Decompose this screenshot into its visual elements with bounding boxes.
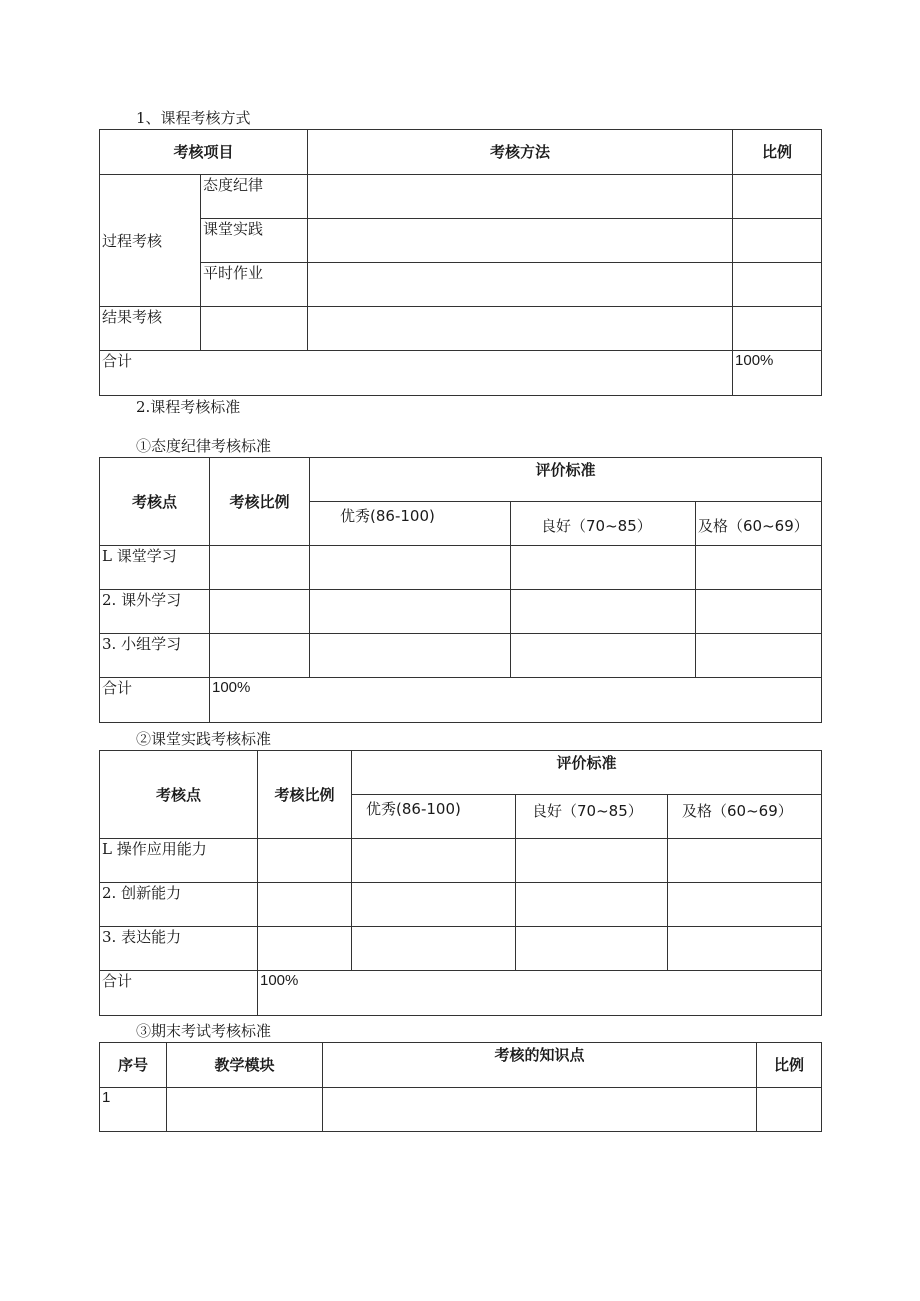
result-item-cell (201, 307, 308, 351)
final-exam-table (99, 1042, 822, 1132)
ratio-cell (733, 175, 822, 219)
assessment-point-row: 3. 表达能力 (100, 927, 258, 971)
grade-cell (516, 883, 668, 927)
ratio-cell (210, 634, 310, 678)
header-assessment-method: 考核方法 (308, 130, 733, 175)
header-knowledge-points: 考核的知识点 (323, 1043, 757, 1088)
ratio-cell (210, 546, 310, 590)
knowledge-point-cell (323, 1088, 757, 1132)
method-cell (308, 219, 733, 263)
result-assessment-label: 结果考核 (100, 307, 201, 351)
total-value: 100% (210, 678, 822, 723)
grade-pass: 及格（60~69） (668, 795, 822, 839)
grade-good: 良好（70~85） (511, 502, 696, 546)
process-item-attitude: 态度纪律 (201, 175, 308, 219)
grade-cell (516, 927, 668, 971)
header-teaching-module: 教学模块 (167, 1043, 323, 1088)
grade-cell (668, 839, 822, 883)
grade-pass: 及格（60~69） (696, 502, 822, 546)
assessment-point-row: L 课堂学习 (100, 546, 210, 590)
grade-cell (352, 839, 516, 883)
section2-heading: 2.课程考核标准 (136, 398, 241, 416)
ratio-cell (733, 307, 822, 351)
ratio-cell (258, 927, 352, 971)
total-value: 100% (733, 351, 822, 396)
total-value: 100% (258, 971, 822, 1016)
assessment-point-row: 2. 创新能力 (100, 883, 258, 927)
grade-cell (696, 546, 822, 590)
header-assessment-ratio: 考核比例 (258, 751, 352, 839)
grade-cell (516, 839, 668, 883)
header-ratio: 比例 (757, 1043, 822, 1088)
header-ratio: 比例 (733, 130, 822, 175)
header-assessment-item: 考核项目 (100, 130, 308, 175)
header-serial-number: 序号 (100, 1043, 167, 1088)
practice-table-heading: ②课堂实践考核标准 (136, 730, 272, 748)
section1-heading: 1、课程考核方式 (136, 109, 251, 127)
grade-cell (352, 927, 516, 971)
ratio-cell (210, 590, 310, 634)
method-cell (308, 307, 733, 351)
grade-cell (310, 590, 511, 634)
grade-good: 良好（70~85） (516, 795, 668, 839)
grade-cell (352, 883, 516, 927)
total-label: 合计 (100, 971, 258, 1016)
grade-cell (696, 590, 822, 634)
process-item-practice: 课堂实践 (201, 219, 308, 263)
method-cell (308, 263, 733, 307)
serial-number-cell: 1 (100, 1088, 167, 1132)
header-evaluation-standard: 评价标准 (352, 751, 822, 795)
ratio-cell (757, 1088, 822, 1132)
header-assessment-point: 考核点 (100, 751, 258, 839)
grade-cell (668, 883, 822, 927)
attitude-table-heading: ①态度纪律考核标准 (136, 437, 272, 455)
assessment-point-row: L 操作应用能力 (100, 839, 258, 883)
ratio-cell (258, 883, 352, 927)
header-evaluation-standard: 评价标准 (310, 458, 822, 502)
practice-standard-table (99, 750, 822, 1016)
grade-cell (511, 546, 696, 590)
header-assessment-ratio: 考核比例 (210, 458, 310, 546)
assessment-point-row: 3. 小组学习 (100, 634, 210, 678)
attitude-standard-table (99, 457, 822, 723)
assessment-method-table (99, 129, 822, 396)
total-label: 合计 (100, 351, 733, 396)
method-cell (308, 175, 733, 219)
grade-cell (696, 634, 822, 678)
ratio-cell (733, 263, 822, 307)
grade-cell (511, 634, 696, 678)
ratio-cell (258, 839, 352, 883)
ratio-cell (733, 219, 822, 263)
grade-excellent: 优秀(86-100) (310, 502, 511, 546)
grade-cell (310, 546, 511, 590)
process-item-homework: 平时作业 (201, 263, 308, 307)
grade-excellent: 优秀(86-100) (352, 795, 516, 839)
grade-cell (668, 927, 822, 971)
process-assessment-label: 过程考核 (100, 175, 201, 307)
header-assessment-point: 考核点 (100, 458, 210, 546)
grade-cell (511, 590, 696, 634)
final-exam-table-heading: ③期末考试考核标准 (136, 1022, 272, 1040)
grade-cell (310, 634, 511, 678)
assessment-point-row: 2. 课外学习 (100, 590, 210, 634)
total-label: 合计 (100, 678, 210, 723)
teaching-module-cell (167, 1088, 323, 1132)
